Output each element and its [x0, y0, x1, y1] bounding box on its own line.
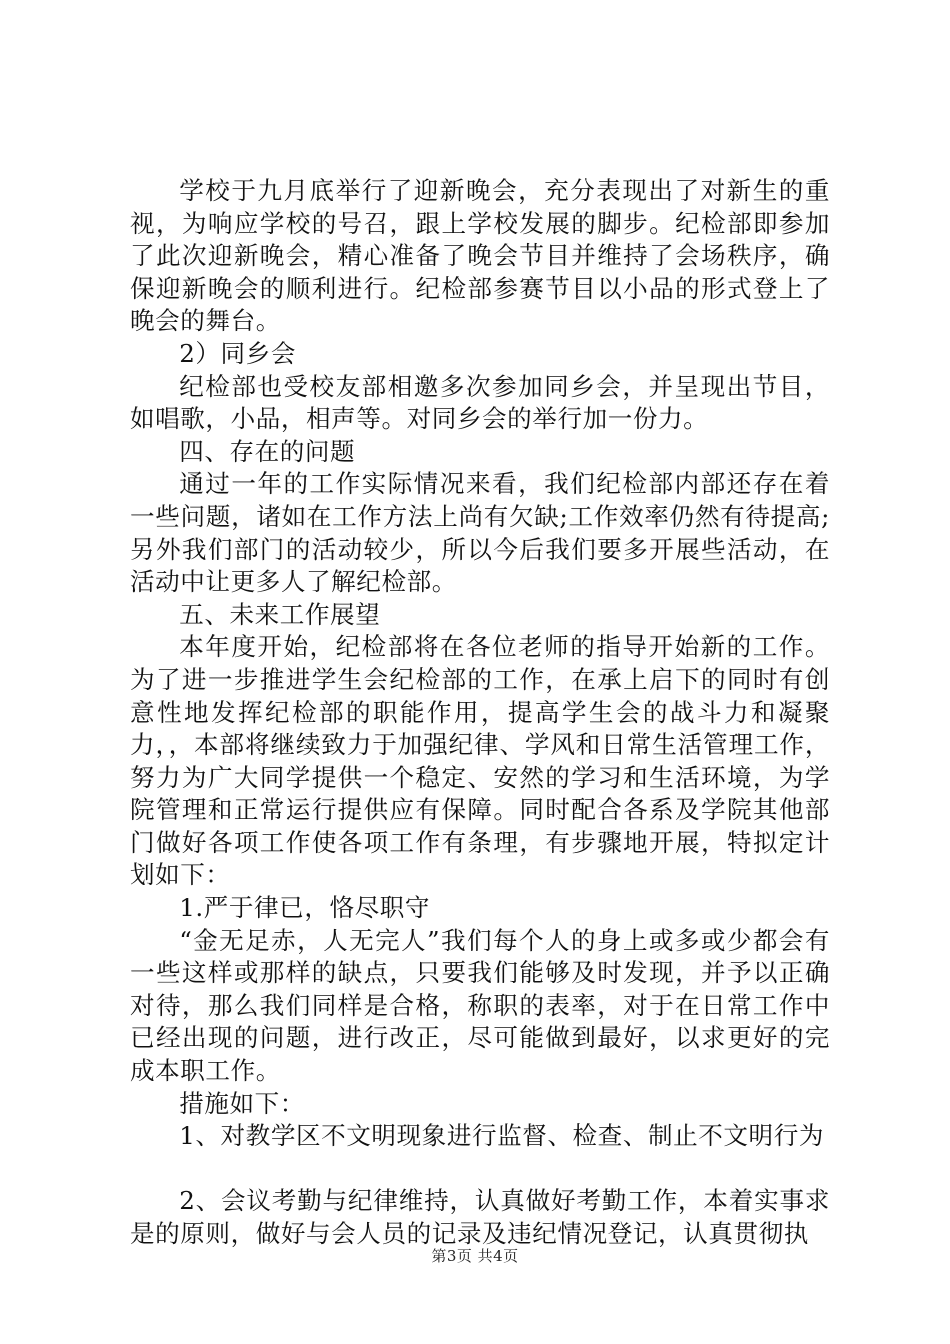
paragraph-existing-problems: 通过一年的工作实际情况来看，我们纪检部内部还存在着一些问题，诸如在工作方法上尚有欠缺;工作效率仍然有待提高;另外我们部门的活动较少，所以今后我们要多开展些活动，在活动中让更多人了解纪检部。 — [130, 469, 830, 597]
measure-item-1: 1、对教学区不文明现象进行监督、检查、制止不文明行为 — [179, 1121, 824, 1151]
section-heading-future-outlook: 五、未来工作展望 — [179, 599, 381, 629]
section-heading-existing-problems: 四、存在的问题 — [179, 436, 356, 466]
page-footer — [0, 1245, 950, 1266]
document-body — [130, 175, 830, 1251]
paragraph-welcome-party: 学校于九月底举行了迎新晚会，充分表现出了对新生的重视，为响应学校的号召，跟上学校发展的脚步。纪检部即参加了此次迎新晚会，精心准备了晚会节目并维持了会场秩序，确保迎新晚会的顺利进行。纪检部参赛节目以小品的形式登上了晚会的舞台。 — [130, 176, 830, 336]
measures-heading: 措施如下： — [179, 1088, 305, 1118]
measure-item-2: 2、会议考勤与纪律维持，认真做好考勤工作，本着实事求是的原则，做好与会人员的记录及违纪情况登记，认真贯彻执 — [130, 1186, 830, 1248]
paragraph-self-discipline: “金无足赤，人无完人”我们每个人的身上或多或少都会有一些这样或那样的缺点，只要我们能够及时发现，并予以正确对待，那么我们同样是合格，称职的表率，对于在日常工作中已经出现的问题，进行改正，尽可能做到最好，以求更好的完成本职工作。 — [130, 925, 830, 1086]
paragraph-hometown-association: 纪检部也受校友部相邀多次参加同乡会，并呈现出节目，如唱歌，小品，相声等。对同乡会的举行加一份力。 — [130, 371, 830, 434]
paragraph-future-outlook: 本年度开始，纪检部将在各位老师的指导开始新的工作。为了进一步推进学生会纪检部的工作，在承上启下的同时有创意性地发挥纪检部的职能作用，提高学生会的战斗力和凝聚力，，本部将继续致力于加强纪律、学风和日常生活管理工作，努力为广大同学提供一个稳定、安然的学习和生活环境，为学院管理和正常运行提供应有保障。同时配合各系及学院其他部门做好各项工作使各项工作有条理，有步骤地开展，特拟定计划如下： — [130, 632, 830, 890]
subheading-self-discipline: 1.严于律已，恪尽职守 — [179, 893, 431, 923]
subheading-hometown-association: 2）同乡会 — [179, 338, 296, 368]
page-number: 第3页 共4页 — [431, 1247, 519, 1265]
